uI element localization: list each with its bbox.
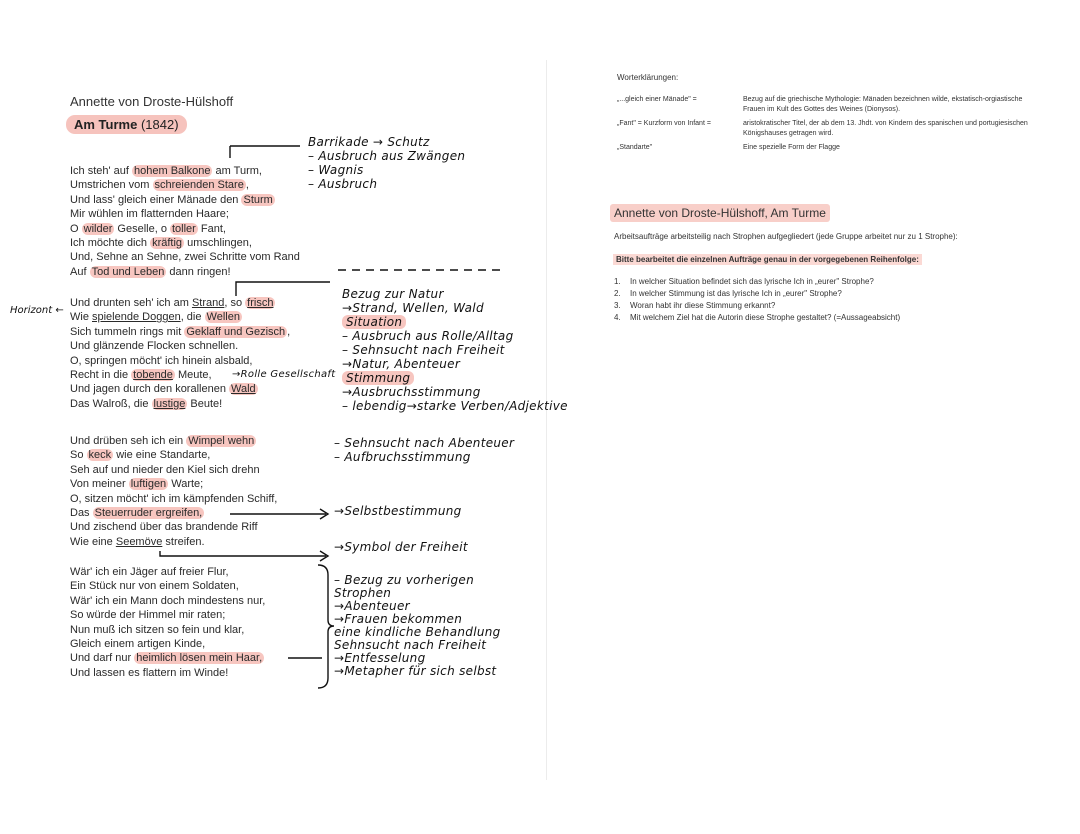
glossary-entry <box>617 119 1057 139</box>
worksheet-title: Annette von Droste-Hülshoff, Am Turme <box>610 204 830 222</box>
worksheet-instruction: Bitte bearbeitet die einzelnen Aufträge genau in der vorgegebenen Reihenfolge: <box>613 254 922 265</box>
poem-line: Wär' ich ein Mann doch mindestens nur, <box>70 594 266 607</box>
handwritten-note: – Bezug zu vorherigen <box>334 573 475 587</box>
glossary-term: „Fant" = Kurzform von Infant = <box>617 120 711 127</box>
handwritten-note: Strophen <box>334 586 392 600</box>
worksheet-intro: Arbeitsaufträge arbeitsteilig nach Strophen aufgegliedert (jede Gruppe arbeitet nur zu 1 Strophe): <box>614 232 958 241</box>
poem-line: Und drunten seh' ich am Strand, so frisch <box>70 297 274 309</box>
poem-line: Nun muß ich sitzen so fein und klar, <box>70 623 245 636</box>
handwritten-note: eine kindliche Behandlung <box>334 625 501 639</box>
poem-title-line <box>66 117 187 132</box>
poem-author: Annette von Droste-Hülshoff <box>70 94 234 109</box>
handwritten-note: – Ausbruch aus Zwängen <box>308 149 466 163</box>
marked-word: Strand <box>191 297 225 309</box>
poem-line: Ein Stück nur von einem Soldaten, <box>70 580 239 593</box>
marked-word: toller <box>172 222 196 235</box>
handwritten-note: – Ausbruch aus Rolle/Alltag <box>342 329 514 343</box>
poem-line: O, sitzen möcht' ich im kämpfenden Schiff, <box>70 492 278 505</box>
handwritten-note: Sehnsucht nach Freiheit <box>334 638 487 652</box>
poem-title: Am Turme <box>74 117 138 132</box>
handwritten-note: →Metapher für sich selbst <box>334 664 497 678</box>
poem-line: Und drüben seh ich ein Wimpel wehn <box>70 435 255 447</box>
poem-line: Sich tummeln rings mit Geklaff und Gezisch , <box>70 325 291 338</box>
poem-line: Und glänzende Flocken schnellen. <box>70 340 239 353</box>
glossary-term: „...gleich einer Mänade" = <box>617 96 697 103</box>
task-item: 3. Woran habt ihr diese Stimmung erkannt? <box>614 301 776 310</box>
page-fold-divider <box>546 60 547 780</box>
poem-line: Und lassen es flattern im Winde! <box>70 666 229 679</box>
poem-year: (1842) <box>140 117 179 132</box>
poem-line: O, springen möcht' ich hinein alsbald, <box>70 354 253 367</box>
arrow-line-symbol <box>160 551 326 556</box>
marked-word: Steuerruder ergreifen, <box>94 506 203 519</box>
poem-line: Ich möchte dich kräftig umschlingen, <box>70 236 252 249</box>
marked-word: luftigen <box>130 478 167 491</box>
stanza-3 <box>70 434 277 549</box>
marked-word: tobende <box>133 368 173 381</box>
marked-word: wilder <box>83 222 113 235</box>
poem-line: Wie eine Seemöve streifen. <box>70 535 205 548</box>
task-text: Mit welchem Ziel hat die Autorin diese Strophe gestaltet? (=Aussageabsicht) <box>630 313 901 322</box>
marked-word: Geklaff und Gezisch <box>186 325 286 338</box>
marked-word: Tod und Leben <box>91 265 165 278</box>
marked-word: spielende Doggen <box>92 311 181 324</box>
handwritten-note: →Ausbruchsstimmung <box>342 385 481 399</box>
handwritten-note: – Sehnsucht nach Abenteuer <box>334 436 515 450</box>
handwritten-note: Situation <box>342 315 568 329</box>
task-text: In welcher Stimmung ist das lyrische Ich in „eurer" Strophe? <box>630 289 842 298</box>
margin-note-horizont: Horizont ← <box>10 305 64 316</box>
glossary-definition: Bezug auf die griechische Mythologie: Mänaden bezeichnen wilde, ekstatisch-orgiastische Frauen im Kult des Gottes des Weines (Dionysos). <box>743 96 1023 113</box>
poem-line: Mir wühlen im flatternden Haare; <box>70 208 229 221</box>
marked-word: Seemöve <box>115 535 163 548</box>
marked-word: Wellen <box>206 311 240 324</box>
handwritten-note: →Abenteuer <box>334 599 410 613</box>
poem-title-highlight <box>66 115 187 134</box>
stanza-4 <box>70 565 265 680</box>
marked-word: lustige <box>153 397 186 410</box>
marked-word: keck <box>88 449 112 462</box>
curly-brace-stanza-4 <box>318 565 334 688</box>
handwritten-note: Stimmung <box>342 371 568 385</box>
marked-word: schreienden Stare <box>154 179 244 192</box>
notes-stanza-3 <box>334 436 514 554</box>
arrowhead-2 <box>320 551 328 561</box>
glossary-term: „Standarte" <box>617 144 653 151</box>
poem-line: Wär' ich ein Jäger auf freier Flur, <box>70 566 229 578</box>
poem-line: Umstrichen vom schreienden Stare , <box>70 179 249 192</box>
handwritten-note: →Frauen bekommen <box>334 612 463 626</box>
handwritten-note: →Strand, Wellen, Wald <box>342 301 484 315</box>
glossary-entry <box>617 95 1057 115</box>
poem-line: Und lass' gleich einer Mänade den Sturm <box>70 193 273 206</box>
handwritten-note: – Sehnsucht nach Freiheit <box>342 343 505 357</box>
notes-stanza-2 <box>342 287 568 413</box>
handwritten-note: – lebendig→starke Verben/Adjektive <box>342 399 568 413</box>
marked-word: Wald <box>231 383 256 396</box>
marked-word: Wimpel wehn <box>188 435 255 447</box>
notes-stanza-4 <box>334 573 501 677</box>
poem-line: Gleich einem artigen Kinde, <box>70 637 206 650</box>
poem-line: Ich steh' auf hohem Balkone am Turm, <box>70 165 262 177</box>
poem-line: Seh auf und nieder den Kiel sich drehn <box>70 463 260 476</box>
handwritten-note: →Symbol der Freiheit <box>334 540 468 554</box>
poem-line: So würde der Himmel mir raten; <box>70 609 226 622</box>
handwritten-note: – Aufbruchsstimmung <box>334 450 471 464</box>
poem-line: O wilder Geselle, o toller Fant, <box>70 222 226 235</box>
poem-line: Wie spielende Doggen, die Wellen <box>70 311 240 324</box>
poem-line: Und zischend über das brandende Riff <box>70 521 258 534</box>
task-text: In welcher Situation befindet sich das lyrische Ich in „eurer" Strophe? <box>630 277 874 286</box>
notes-stanza-1 <box>308 135 465 191</box>
marked-word: heimlich lösen mein Haar, <box>136 652 263 665</box>
task-text: Woran habt ihr diese Stimmung erkannt? <box>630 301 776 310</box>
poem-line: Recht in die tobende Meute, <box>70 368 212 381</box>
glossary-definition: Eine spezielle Form der Flagge <box>743 144 840 151</box>
poem-line: So keck wie eine Standarte, <box>70 449 211 462</box>
marked-word: frisch <box>247 297 274 309</box>
task-item: 2. In welcher Stimmung ist das lyrische Ich in „eurer" Strophe? <box>614 289 842 298</box>
handwritten-note: →Entfesselung <box>334 651 426 665</box>
poem-line: Von meiner luftigen Warte; <box>70 478 204 491</box>
poem-line: Das Steuerruder ergreifen, <box>70 506 203 519</box>
glossary-definition: aristokratischer Titel, der ab dem 13. Jhdt. von Kindern des spanischen und portugiesischen Königshauses getragen wird. <box>743 120 1028 137</box>
marked-word: Sturm <box>243 193 273 206</box>
glossary-title: Worterklärungen: <box>617 73 679 82</box>
task-item: 1. In welcher Situation befindet sich das lyrische Ich in „eurer" Strophe? <box>614 277 874 286</box>
poem-line: Und darf nur heimlich lösen mein Haar, <box>70 652 263 665</box>
task-list <box>614 276 900 324</box>
handwritten-note: →Natur, Abenteuer <box>342 357 461 371</box>
task-item: 4. Mit welchem Ziel hat die Autorin diese Strophe gestaltet? (=Aussageabsicht) <box>614 313 901 322</box>
poem-line: Und jagen durch den korallenen Wald <box>70 383 256 396</box>
handwritten-note: – Ausbruch <box>308 177 378 191</box>
inline-note-rolle-gesellschaft: →Rolle Gesellschaft <box>232 369 336 380</box>
stanza-1 <box>70 164 300 279</box>
glossary <box>617 95 1057 157</box>
handwritten-note: Barrikade → Schutz <box>308 135 430 149</box>
poem-line: Das Walroß, die lustige Beute! <box>70 397 223 410</box>
glossary-entry <box>617 143 1057 153</box>
handwritten-note: →Selbstbestimmung <box>334 504 462 518</box>
handwritten-note: Bezug zur Natur <box>342 287 444 301</box>
stanza-2 <box>70 296 290 411</box>
arrowhead-1 <box>320 509 328 519</box>
marked-word: kräftig <box>152 236 183 249</box>
handwritten-note: – Wagnis <box>308 163 364 177</box>
poem-line: Auf Tod und Leben dann ringen! <box>70 265 231 278</box>
poem-line: Und, Sehne an Sehne, zwei Schritte vom Rand <box>70 251 300 264</box>
marked-word: hohem Balkone <box>134 165 211 177</box>
bracket-line-stanza-2 <box>236 282 330 296</box>
